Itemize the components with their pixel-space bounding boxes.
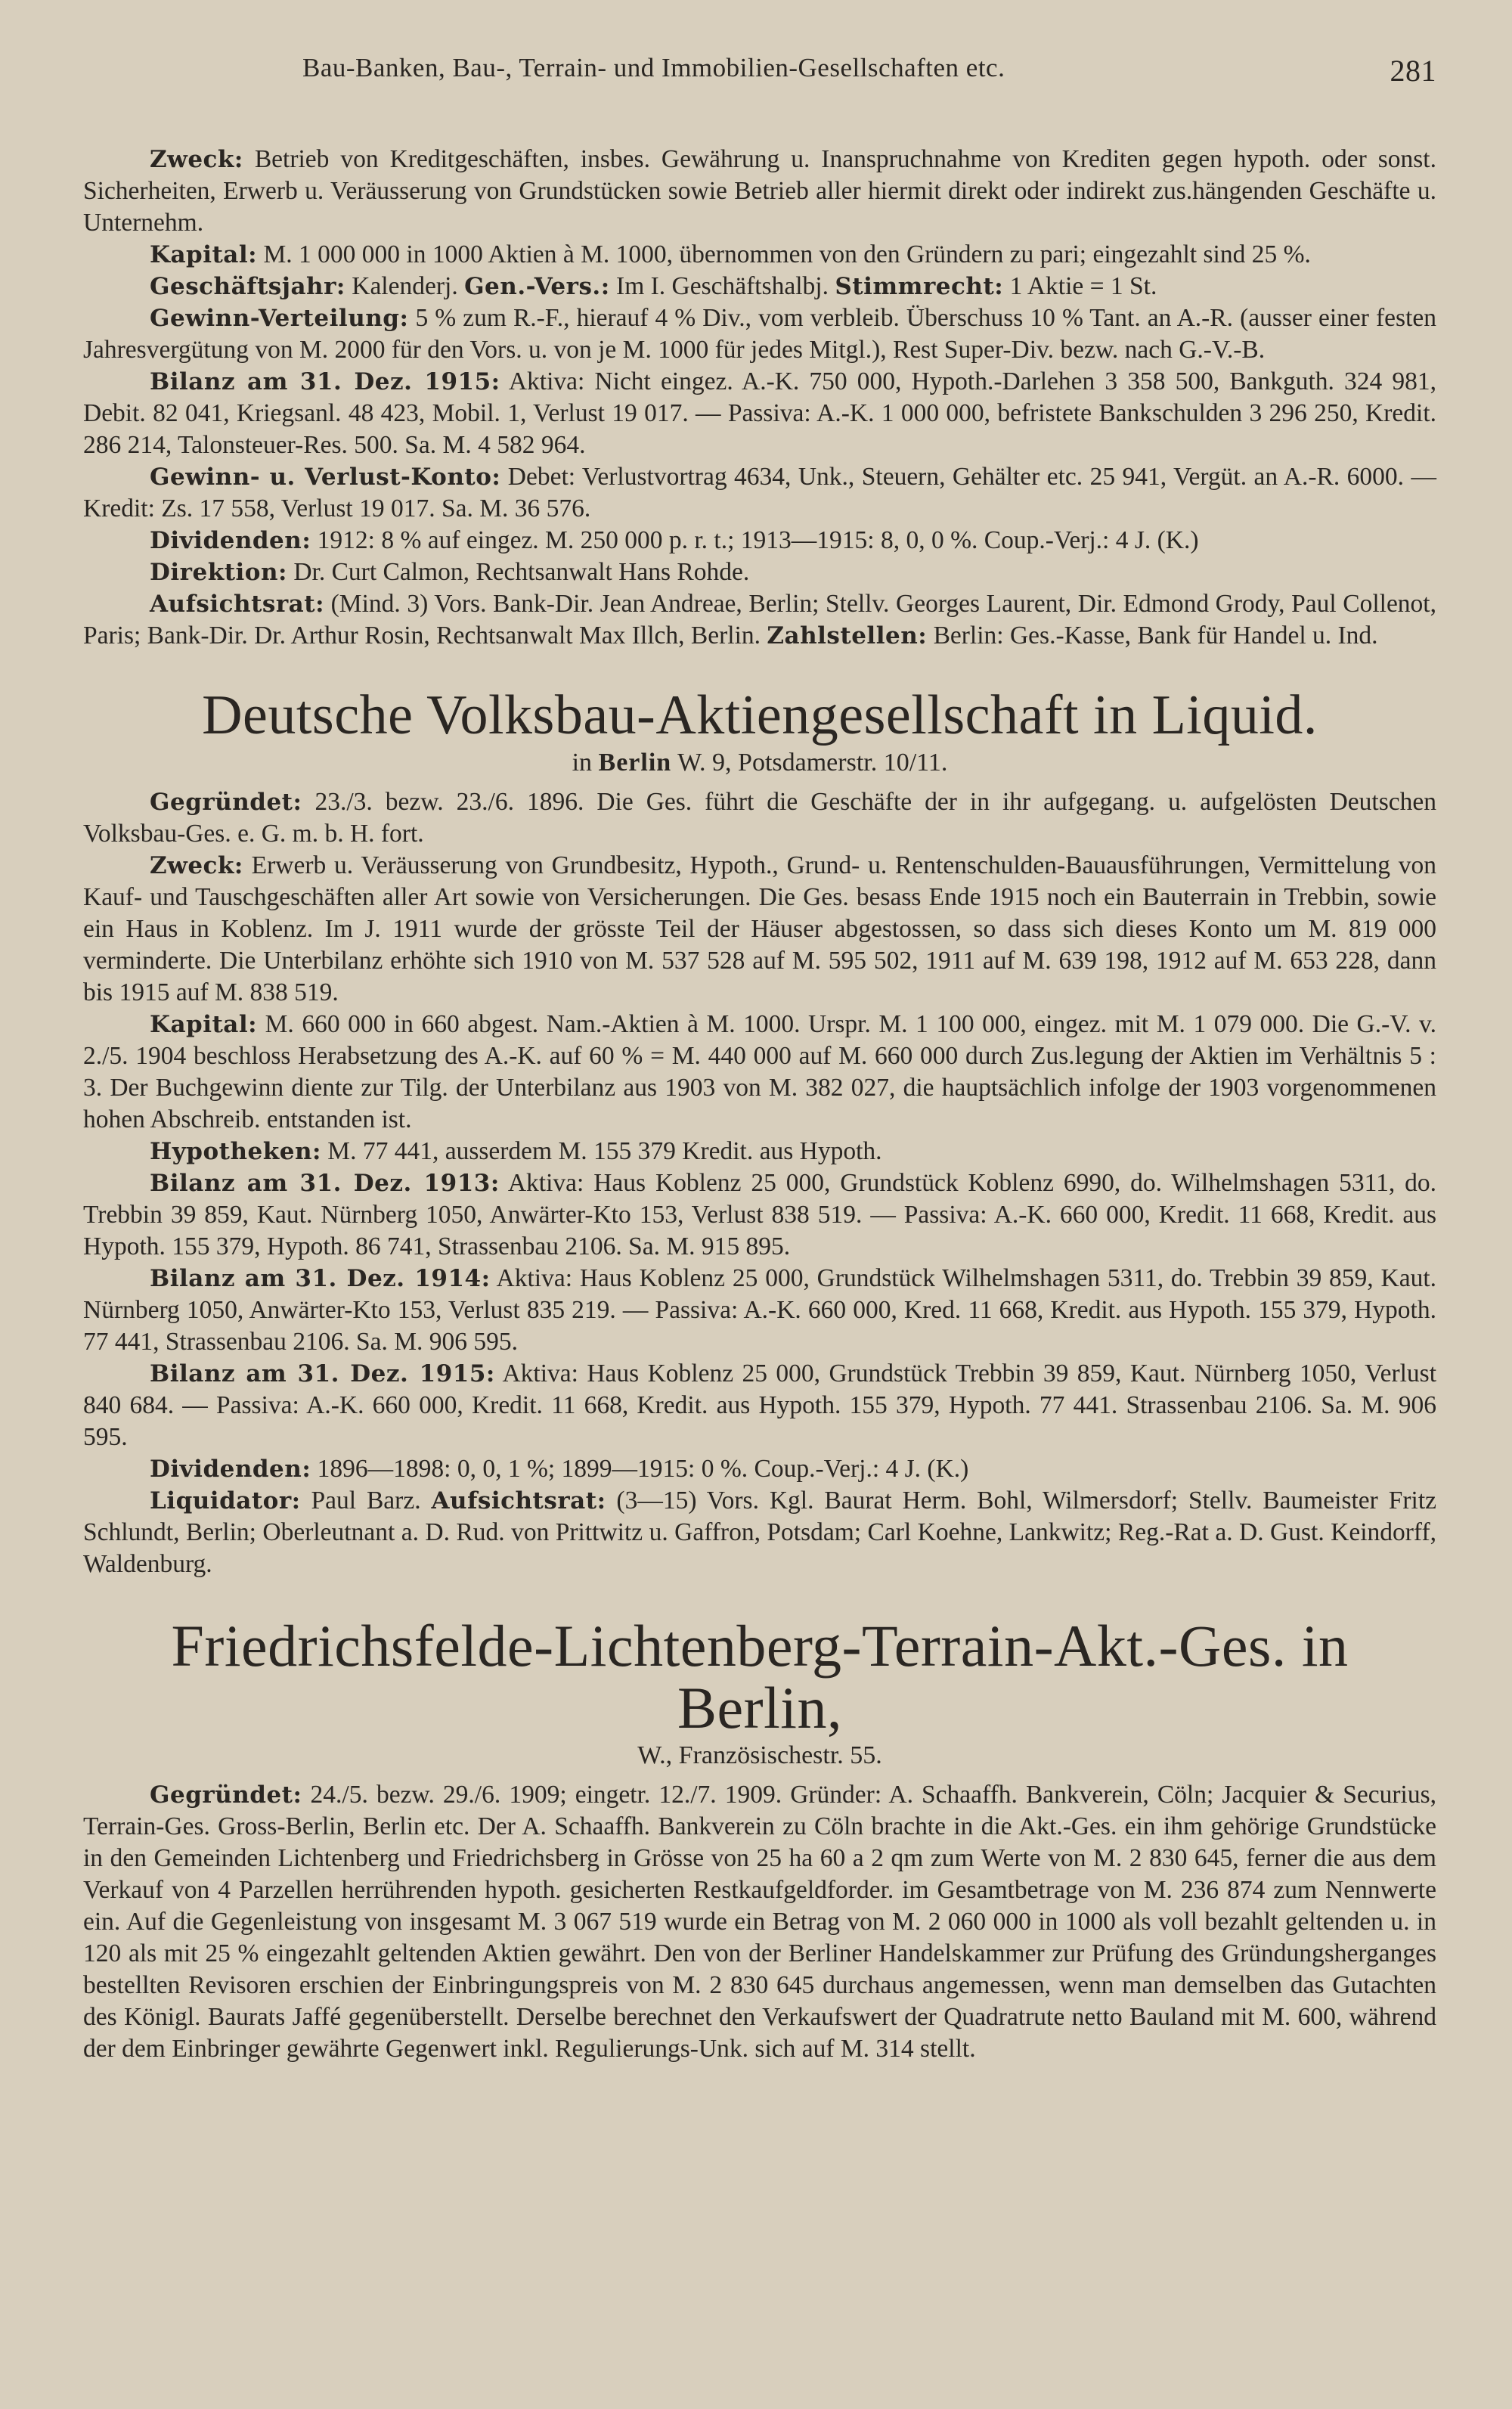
paragraph-dividenden: Dividenden: 1912: 8 % auf eingez. M. 250 000 p. r. t.; 1913—1915: 8, 0, 0 %. Coup.-Verj.: 4 J. (K.) — [150, 526, 1199, 554]
company-title: Deutsche Volksbau-Aktiengesellschaft in Liquid. — [202, 684, 1318, 746]
paragraph-bilanz-1913: Bilanz am 31. Dez. 1913: Aktiva: Haus Koblenz 25 000, Grundstück Koblenz 6990, do. Wilhelmshagen 5311, do. Trebbin 39 859, Kaut. Nürnberg 1050, Anwärter-Kto 153, Verlust 838 519. — Passiva: A.-K. 660 000, Kredit. 11 668, Kredit. aus Hypoth. 155 379, Hypoth. 86 741, Strassenbau 2106. Sa. M. 915 895. — [83, 1168, 1437, 1260]
paragraph-aufsichtsrat: Aufsichtsrat: (Mind. 3) Vors. Bank-Dir. Jean Andreae, Berlin; Stellv. Georges Laurent, Dir. Edmond Grody, Paul Collenot, Paris; Bank-Dir. Dr. Arthur Rosin, Rechtsanwalt Max Illch, Berlin. Zahlstellen: Berlin: Ges.-Kasse, Bank für Handel u. Ind. — [83, 590, 1436, 650]
paragraph-geschaeftsjahr: Geschäftsjahr: Kalenderj. Gen.-Vers.: Im I. Geschäftshalbj. Stimmrecht: 1 Aktie = 1 St. — [150, 272, 1157, 300]
paragraph-zweck: Zweck: Erwerb u. Veräusserung von Grundbesitz, Hypoth., Grund- u. Rentenschulden-Bauausführungen, Vermittelung von Kauf- und Tauschgeschäften aller Art sowie von Versicherungen. Die Ges. besass Ende 1915 noch ein Bauterrain in Trebbin, sowie ein Haus in Koblenz. Im J. 1911 wurde der grösste Teil der Häuser abgestossen, so dass sich dieses Konto um M. 819 000 verminderte. Die Unterbilanz erhöhte sich 1910 von M. 537 528 auf M. 595 502, 1911 auf M. 639 198, 1912 auf M. 653 228, dann bis 1915 auf M. 838 519. — [83, 851, 1436, 1006]
company-address: W., Französischestr. 55. — [637, 1741, 882, 1770]
company-entry-deutsche-volksbau — [83, 684, 1437, 1580]
company-address: in Berlin W. 9, Potsdamerstr. 10/11. — [572, 748, 948, 777]
paragraph-direktion: Direktion: Dr. Curt Calmon, Rechtsanwalt Hans Rohde. — [150, 558, 750, 586]
paragraph-gewinn-verlust-konto: Gewinn- u. Verlust-Konto: Debet: Verlustvortrag 4634, Unk., Steuern, Gehälter etc. 25 941, Vergüt. an A.-R. 6000. — Kredit: Zs. 17 558, Verlust 19 017. Sa. M. 36 576. — [83, 463, 1437, 522]
paragraph-bilanz-1915: Bilanz am 31. Dez. 1915: Aktiva: Nicht eingez. A.-K. 750 000, Hypoth.-Darlehen 3 358 500, Bankguth. 324 981, Debit. 82 041, Kriegsanl. 48 423, Mobil. 1, Verlust 19 017. — Passiva: A.-K. 1 000 000, befristete Bankschulden 3 296 250, Kredit. 286 214, Talonsteuer-Res. 500. Sa. M. 4 582 964. — [83, 367, 1437, 459]
paragraph-kapital: Kapital: M. 660 000 in 660 abgest. Nam.-Aktien à M. 1000. Urspr. M. 1 100 000, eingez. mit M. 1 079 000. Die G.-V. v. 2./5. 1904 beschloss Herabsetzung des A.-K. auf 60 % = M. 440 000 auf M. 660 000 durch Zus.legung der Aktien im Verhältnis 5 : 3. Der Buchgewinn diente zur Tilg. der Unterbilanz aus 1903 von M. 382 027, die hauptsächlich infolge der 1903 vorgenommenen hohen Abschreib. entstanden ist. — [83, 1009, 1436, 1133]
company-title: Friedrichsfelde-Lichtenberg-Terrain-Akt.-Ges. in Berlin, — [171, 1612, 1349, 1741]
paragraph-gegruendet: Gegründet: 24./5. bezw. 29./6. 1909; eingetr. 12./7. 1909. Gründer: A. Schaaffh. Bankverein, Cöln; Jacquier & Securius, Terrain-Ges. Gross-Berlin, Berlin etc. Der A. Schaaffh. Bankverein zu Cöln brachte in die Akt.-Ges. ein ihm gehörige Grundstücke in den Gemeinden Lichtenberg und Friedrichsberg in Grösse von 25 ha 60 a 2 qm zum Werte von M. 2 830 645, ferner die aus dem Verkauf von 4 Parzellen herrührenden hypoth. gesicherten Restkaufgeldforder. im Gesamtbetrage von M. 236 874 zum Nennwerte ein. Auf die Gegenleistung von insgesamt M. 3 067 519 wurde ein Betrag von M. 2 060 000 in 1000 als voll bezahlt geltenden u. in 120 als mit 25 % eingezahlt geltenden Aktien gewährt. Den von der Berliner Handelskammer zur Prüfung des Gründungsherganges bestellten Revisoren erschien der Einbringungspreis von M. 2 830 645 durchaus angemessen, wenn man demselben das Gutachten des Königl. Baurats Jaffé gegenüberstellt. Derselbe berechnet den Verkaufswert der Quadratrute netto Bauland mit M. 600, während der dem Einbringer gewährte Gegenwert inkl. Regulierungs-Unk. sich auf M. 314 stellt. — [83, 1781, 1436, 2063]
page-number: 281 — [1390, 54, 1436, 88]
paragraph-gegruendet: Gegründet: 23./3. bezw. 23./6. 1896. Die Ges. führt die Geschäfte der in ihr aufgegang. u. aufgelösten Deutschen Volksbau-Ges. e. G. m. b. H. fort. — [83, 787, 1436, 848]
paragraph-liquidator: Liquidator: Paul Barz. Aufsichtsrat: (3—15) Vors. Kgl. Baurat Herm. Bohl, Wilmersdorf; Stellv. Baumeister Fritz Schlundt, Berlin; Oberleutnant a. D. Rud. von Prittwitz u. Gaffron, Potsdam; Carl Koehne, Lankwitz; Reg.-Rat a. D. Gust. Keindorff, Waldenburg. — [83, 1486, 1436, 1578]
paragraph-gewinn-verteilung: Gewinn-Verteilung: 5 % zum R.-F., hierauf 4 % Div., vom verbleib. Überschuss 10 % Tant. an A.-R. (ausser einer festen Jahresvergütung von M. 2000 für den Vors. u. von je M. 1000 für jedes Mitgl.), Rest Super-Div. bezw. nach G.-V.-B. — [83, 304, 1436, 364]
running-header — [83, 53, 1436, 91]
paragraph-hypotheken: Hypotheken: M. 77 441, ausserdem M. 155 379 Kredit. aus Hypoth. — [150, 1136, 882, 1165]
paragraph-zweck: Zweck: Betrieb von Kreditgeschäften, insbes. Gewährung u. Inanspruchnahme von Krediten gegen hypoth. oder sonst. Sicherheiten, Erwerb u. Veräusserung von Grundstücken sowie Betrieb aller hiermit direkt oder indirekt zus.hängenden Geschäfte u. Unternehm. — [83, 145, 1436, 237]
paragraph-kapital: Kapital: M. 1 000 000 in 1000 Aktien à M. 1000, übernommen von den Gründern zu pari; eingezahlt sind 25 %. — [150, 240, 1311, 268]
paragraph-dividenden: Dividenden: 1896—1898: 0, 0, 1 %; 1899—1915: 0 %. Coup.-Verj.: 4 J. (K.) — [150, 1454, 969, 1483]
company-entry-friedrichsfelde — [83, 1612, 1436, 2066]
company-entry-bau-bank — [83, 144, 1436, 652]
running-header-title: Bau-Banken, Bau-, Terrain- und Immobilien-Gesellschaften etc. — [302, 53, 1005, 82]
paragraph-bilanz-1914: Bilanz am 31. Dez. 1914: Aktiva: Haus Koblenz 25 000, Grundstück Wilhelmshagen 5311, do. Trebbin 39 859, Kaut. Nürnberg 1050, Anwärter-Kto 153, Verlust 835 219. — Passiva: A.-K. 660 000, Kred. 11 668, Kredit. aus Hypoth. 155 379, Hypoth. 77 441, Strassenbau 2106. Sa. M. 906 595. — [83, 1263, 1436, 1356]
paragraph-bilanz-1915: Bilanz am 31. Dez. 1915: Aktiva: Haus Koblenz 25 000, Grundstück Trebbin 39 859, Kaut. Nürnberg 1050, Verlust 840 684. — Passiva: A.-K. 660 000, Kredit. 11 668, Kredit. aus Hypoth. 155 379, Hypoth. 77 441. Strassenbau 2106. Sa. M. 906 595. — [83, 1359, 1437, 1451]
